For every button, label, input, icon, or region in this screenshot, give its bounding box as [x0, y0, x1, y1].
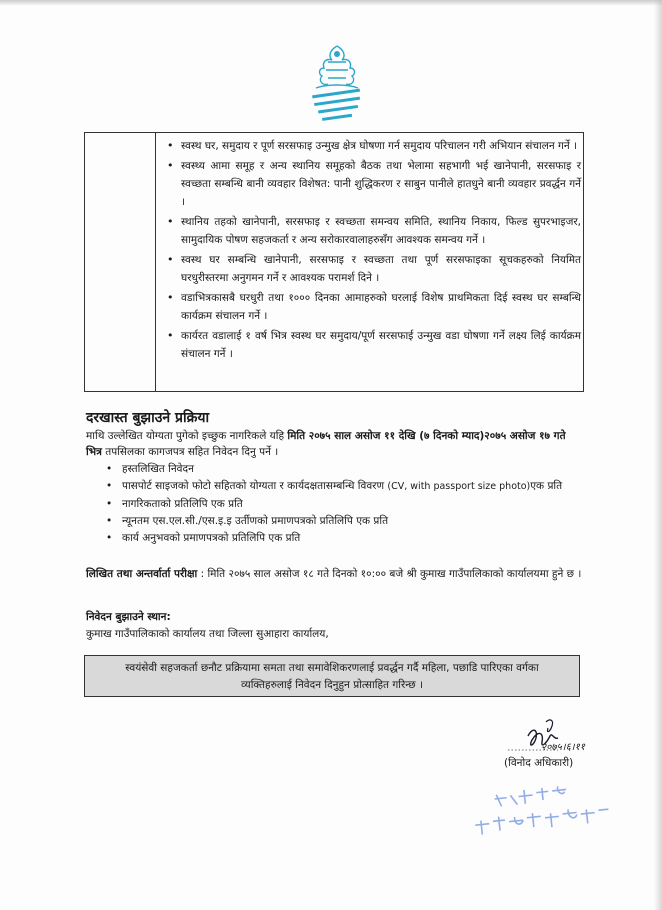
exam-label: लिखित तथा अन्तर्वार्ता परीक्षा — [86, 568, 198, 580]
document-item: • हस्तलिखित निवेदन — [100, 461, 580, 477]
document-item: • न्यूनतम एस.एल.सी./एस.इ.इ उर्तीणको प्रमाणपत्रको प्रतिलिपि एक प्रति — [100, 513, 580, 529]
document-item: • नागरिकताको प्रतिलिपि एक प्रति — [100, 496, 580, 512]
venue-heading: निवेदन बुझाउने स्थान: — [86, 611, 171, 623]
process-para-a: माथि उल्लेखित योग्यता पुगेको इच्छुक नागरिकले यहि — [86, 430, 288, 442]
signatory-name: (विनोद अधिकारी) — [504, 757, 574, 769]
process-heading: दरखास्त बुझाउने प्रक्रिया — [86, 410, 210, 426]
duty-item: • स्वस्थ घर सम्बन्धि खानेपानी, सरसफाइ र स्वच्छता तथा पूर्ण सरसफाइका सूचकहरुको नियमित घरधुरीस्तरमा अनुगमन गर्ने र आवश्यक परामर्श दिने । — [163, 251, 581, 287]
document-item — [100, 478, 580, 495]
duty-item: • कार्यरत वडालाई १ वर्ष भित्र स्वस्थ घर समुदाय/पूर्ण सरसफाई उन्मुख वडा घोषणा गर्ने लक्ष्य लिई कार्यक्रम संचालन गर्ने । — [163, 327, 581, 363]
exam-paragraph — [86, 566, 582, 583]
process-paragraph — [86, 428, 582, 460]
gaunpalika-seal-icon — [292, 40, 382, 130]
exam-text: : मिति २०७५ साल असोज १८ गते दिनको १०:०० बजे श्री कुमाख गाउँपालिकाको कार्यालयमा हुने छ । — [197, 568, 582, 580]
document-item: • कार्य अनुभवको प्रमाणपत्रको प्रतिलिपि एक प्रति — [100, 530, 580, 546]
duty-item: • स्थानिय तहको खानेपानी, सरसफाइ र स्वच्छता समन्वय समिति, स्थानिय निकाय, फिल्ड सुपरभाइजर, सामुदायिक पोषण सहजकर्ता र अन्य सरोकारवालाहरुसँग आवश्यक समन्वय गर्ने । — [163, 213, 581, 249]
required-documents-list — [100, 461, 580, 547]
duty-item: • स्वस्थ्य आमा समूह र अन्य स्थानिय समूहको बैठक तथा भेलामा सहभागी भई खानेपानी, सरसफाइ र स्वच्छता सम्बन्धि बानी व्यवहार विशेषत: पानी शुद्धिकरण र साबुन पानीले हातधुने बानी व्यवहार प्रवर्द्धन गर्ने । — [163, 157, 581, 211]
venue-text: कुमाख गाउँपालिकाको कार्यालय तथा जिल्ला सुआहारा कार्यालय, — [86, 628, 329, 640]
inclusion-notice-box — [84, 655, 580, 697]
table-column-divider — [155, 133, 156, 391]
signature-date: २०७५।६।११ — [541, 742, 585, 753]
process-para-c: तपसिलका कागजपत्र सहित निवेदन दिनु पर्ने । — [101, 446, 279, 458]
duty-item: • स्वस्थ घर, समुदाय र पूर्ण सरसफाइ उन्मुख क्षेत्र घोषणा गर्न समुदाय परिचालन गरी अभियान संचालन गर्ने । — [163, 137, 581, 155]
duties-list — [163, 137, 581, 365]
notice-text: स्वयंसेवी सहजकर्ता छनौट प्रक्रियामा समता तथा समावेशिकरणलाई प्रवर्द्धन गर्दै महिला, पछाडि पारिएका वर्गका व्यक्तिहरुलाई निवेदन दिनुहुन प्रोत्साहित गरिन्छ । — [125, 662, 539, 691]
official-stamp-icon — [468, 780, 618, 838]
deadline-text: मिति २०७५ साल असोज ११ देखि (७ दिनको म्याद)२०७५ असोज १७ गते भित्र — [86, 430, 566, 458]
document-item-tail: एक प्रति — [530, 480, 563, 492]
document-item-english: (CV, with passport size photo) — [387, 481, 531, 492]
duty-item: • वडाभित्रकासबै घरधुरी तथा १००० दिनका आमाहरुको घरलाई विशेष प्राथमिकता दिई स्वस्थ घर सम्बन्धि कार्यक्रम संचालन गर्ने । — [163, 289, 581, 325]
document-item-text: पासपोर्ट साइजको फोटो सहितको योग्यता र कार्यदक्षतासम्बन्धि विवरण — [122, 480, 388, 492]
duties-table — [84, 132, 584, 392]
